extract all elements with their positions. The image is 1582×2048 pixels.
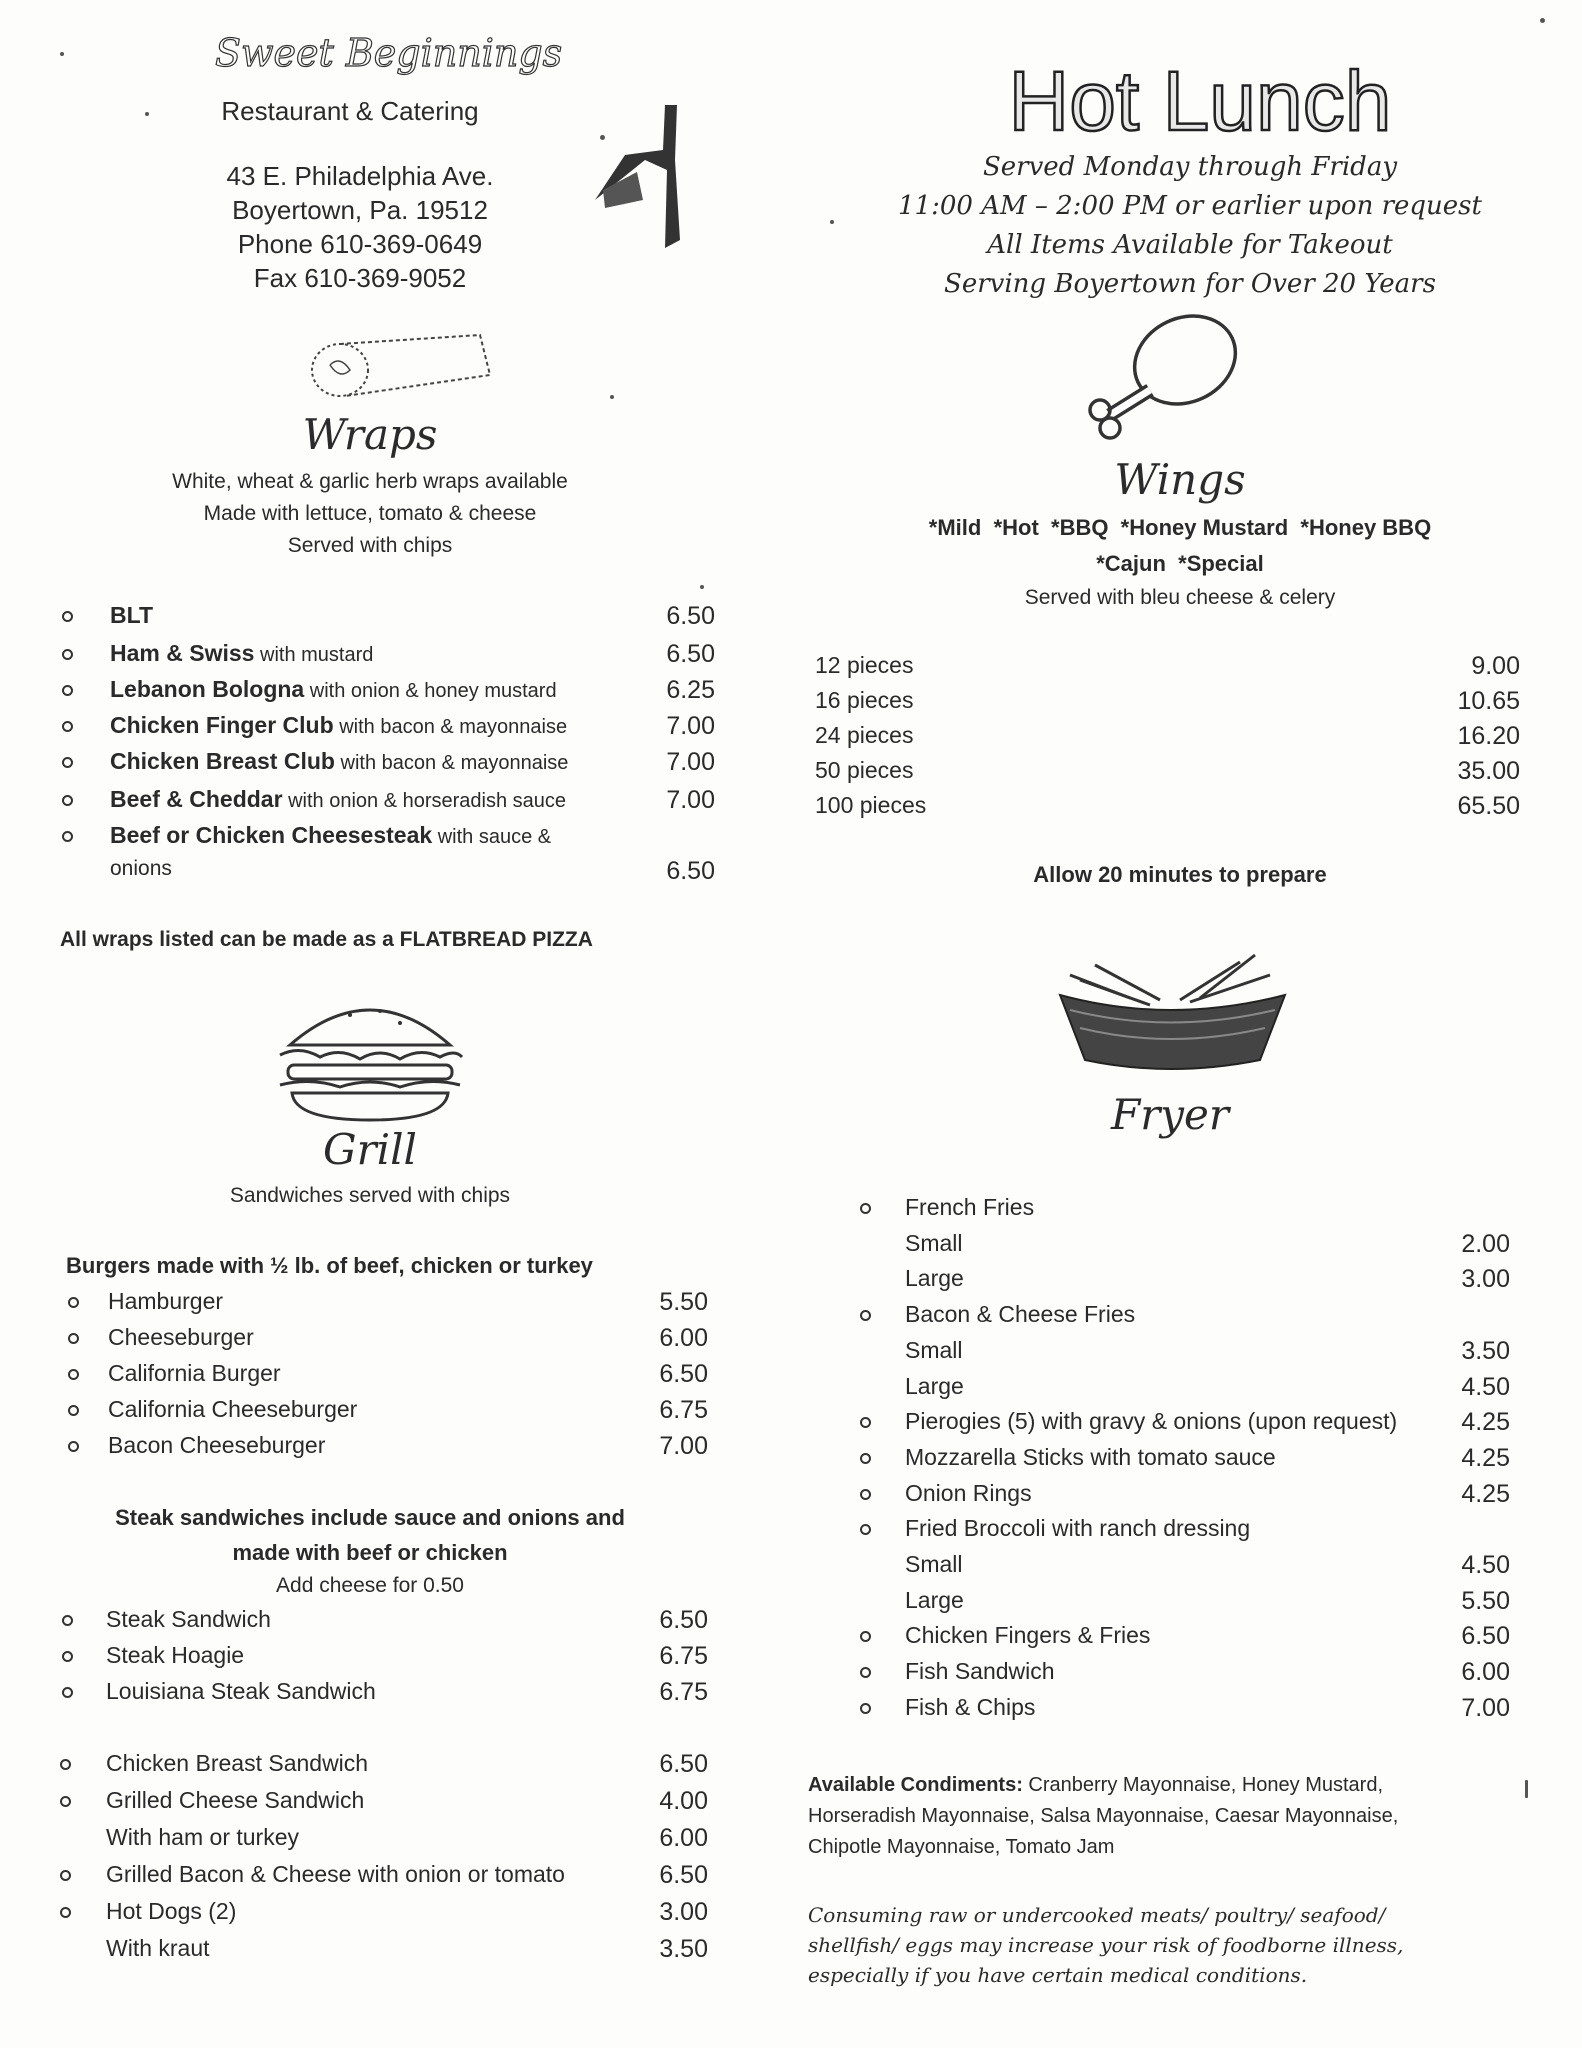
scan-speck bbox=[600, 135, 605, 140]
wrap-item bbox=[110, 712, 567, 739]
map-marker-icon bbox=[585, 100, 685, 255]
condiments-label: Available Condiments: bbox=[808, 1774, 1023, 1796]
fryer-item: Mozzarella Sticks with tomato sauce bbox=[905, 1443, 1276, 1470]
wrap-item bbox=[110, 640, 373, 667]
wing-size-item: 16 pieces bbox=[815, 687, 914, 713]
wrap-item-title: Ham & Swiss bbox=[110, 640, 255, 666]
fryer-item-price: 4.25 bbox=[1461, 1408, 1510, 1437]
burger-item: Bacon Cheeseburger bbox=[108, 1432, 326, 1458]
fryer-item-price: 3.50 bbox=[1461, 1336, 1510, 1365]
scan-speck bbox=[1525, 1780, 1528, 1798]
wing-size-item: 100 pieces bbox=[815, 792, 927, 818]
burger-item-price: 6.50 bbox=[659, 1360, 708, 1388]
fryer-item: Large bbox=[905, 1586, 964, 1613]
wings-heading: Wings bbox=[1114, 455, 1246, 504]
bullet-icon bbox=[62, 611, 73, 622]
wraps-desc-3: Served with chips bbox=[287, 534, 453, 557]
wrap-item-title: Chicken Breast Club bbox=[110, 748, 335, 774]
wing-size-item: 24 pieces bbox=[815, 722, 914, 748]
steak-note: Add cheese for 0.50 bbox=[276, 1574, 464, 1597]
wrap-item bbox=[110, 786, 566, 813]
bullet-icon bbox=[860, 1453, 871, 1464]
wing-flavors-2: *Cajun *Special bbox=[1096, 551, 1264, 576]
hours-line-1: Served Monday through Friday bbox=[982, 152, 1398, 182]
grill-other-item-price: 6.50 bbox=[659, 1750, 708, 1778]
grill-other-item-price: 4.00 bbox=[659, 1787, 708, 1815]
brand-logo bbox=[205, 22, 585, 82]
wing-size-item-price: 9.00 bbox=[1471, 652, 1520, 680]
wraps-desc-2: Made with lettuce, tomato & cheese bbox=[203, 502, 537, 525]
condiments-line-3: Chipotle Mayonnaise, Tomato Jam bbox=[808, 1836, 1115, 1858]
grill-other-item-price: 6.00 bbox=[659, 1824, 708, 1852]
bullet-icon bbox=[62, 721, 73, 732]
bullet-icon bbox=[60, 1907, 71, 1918]
scan-speck bbox=[60, 52, 64, 56]
scan-speck bbox=[700, 585, 704, 589]
fryer-item: Fish & Chips bbox=[905, 1693, 1036, 1720]
hours-line-2: 11:00 AM – 2:00 PM or earlier upon request bbox=[898, 191, 1482, 221]
chicken-leg-icon bbox=[1070, 310, 1250, 455]
scan-speck bbox=[1540, 18, 1545, 23]
grill-other-item: Grilled Cheese Sandwich bbox=[106, 1787, 365, 1813]
hours-line-3: All Items Available for Takeout bbox=[987, 230, 1393, 260]
wrap-item bbox=[110, 822, 551, 849]
grill-other-item: Hot Dogs (2) bbox=[106, 1898, 237, 1924]
wrap-item bbox=[110, 602, 153, 629]
fax: Fax 610-369-9052 bbox=[253, 263, 467, 293]
wrap-item bbox=[110, 676, 557, 703]
steak-item: Steak Sandwich bbox=[106, 1606, 271, 1632]
fryer-item: Pierogies (5) with gravy & onions (upon request) bbox=[905, 1408, 1398, 1435]
wrap-item-price: 6.25 bbox=[666, 676, 715, 704]
grill-other-item-price: 3.50 bbox=[659, 1935, 708, 1963]
food-safety-warning bbox=[808, 1900, 1528, 1990]
bullet-icon bbox=[68, 1369, 79, 1380]
fryer-item-price: 4.50 bbox=[1461, 1372, 1510, 1401]
warning-line-3: especially if you have certain medical conditions. bbox=[808, 1963, 1308, 1987]
wrap-item-price: 6.50 bbox=[666, 640, 715, 668]
wing-size-item-price: 16.20 bbox=[1457, 722, 1520, 750]
wrap-item-cont: onions bbox=[110, 857, 172, 880]
wrap-item-cont-price: 6.50 bbox=[666, 857, 715, 885]
burger-item-price: 7.00 bbox=[659, 1432, 708, 1460]
grill-other-item-price: 6.50 bbox=[659, 1861, 708, 1889]
wrap-item-title: Chicken Finger Club bbox=[110, 712, 334, 738]
bullet-icon bbox=[860, 1489, 871, 1500]
steak-heading-2: made with beef or chicken bbox=[232, 1540, 508, 1565]
bullet-icon bbox=[60, 1870, 71, 1881]
bullet-icon bbox=[860, 1524, 871, 1535]
fryer-item-price: 5.50 bbox=[1461, 1586, 1510, 1615]
fryer-item-price: 2.00 bbox=[1461, 1229, 1510, 1258]
burger-icon bbox=[270, 985, 470, 1140]
wrap-item-detail: with onion & honey mustard bbox=[304, 680, 557, 702]
fryer-item: Fish Sandwich bbox=[905, 1658, 1055, 1685]
wrap-item-detail: with bacon & mayonnaise bbox=[334, 752, 569, 774]
burgers-heading: Burgers made with ½ lb. of beef, chicken or turkey bbox=[66, 1253, 593, 1278]
grill-other-item: With ham or turkey bbox=[106, 1824, 299, 1850]
grill-other-item: With kraut bbox=[106, 1935, 210, 1961]
wrap-icon bbox=[300, 325, 500, 410]
bullet-icon bbox=[68, 1405, 79, 1416]
bullet-icon bbox=[860, 1631, 871, 1642]
fryer-item: Small bbox=[905, 1551, 963, 1577]
wrap-item-detail: with sauce & bbox=[432, 826, 552, 848]
bullet-icon bbox=[68, 1441, 79, 1452]
fryer-heading: Fryer bbox=[1111, 1090, 1229, 1139]
wing-size-item-price: 65.50 bbox=[1457, 792, 1520, 820]
burger-item: Cheeseburger bbox=[108, 1324, 254, 1350]
fryer-item: Onion Rings bbox=[905, 1479, 1032, 1506]
wraps-heading: Wraps bbox=[302, 410, 438, 459]
steak-heading-1: Steak sandwiches include sauce and onions and bbox=[115, 1505, 625, 1530]
fryer-item: Large bbox=[905, 1265, 964, 1292]
fryer-item: Small bbox=[905, 1336, 963, 1363]
wrap-item-price: 6.50 bbox=[666, 602, 715, 630]
wrap-item-title: Beef & Cheddar bbox=[110, 786, 283, 812]
wrap-item-price: 7.00 bbox=[666, 786, 715, 814]
bullet-icon bbox=[68, 1297, 79, 1308]
fryer-item: Fried Broccoli with ranch dressing bbox=[905, 1515, 1251, 1542]
bullet-icon bbox=[62, 1651, 73, 1662]
condiments-line-1: Cranberry Mayonnaise, Honey Mustard, bbox=[1022, 1774, 1384, 1796]
scan-speck bbox=[610, 395, 614, 399]
bullet-icon bbox=[62, 1615, 73, 1626]
fries-basket-icon bbox=[1040, 950, 1300, 1085]
wrap-item-title: BLT bbox=[110, 602, 154, 628]
condiments-line-2: Horseradish Mayonnaise, Salsa Mayonnaise, Caesar Mayonnaise, bbox=[808, 1805, 1399, 1827]
fryer-item-price: 7.00 bbox=[1461, 1693, 1510, 1722]
scan-speck bbox=[145, 112, 149, 116]
steak-item-price: 6.75 bbox=[659, 1678, 708, 1706]
fryer-item: Bacon & Cheese Fries bbox=[905, 1301, 1136, 1328]
wrap-item-title: Lebanon Bologna bbox=[110, 676, 305, 702]
fryer-item-price: 6.00 bbox=[1461, 1658, 1510, 1687]
restaurant-subtitle: Restaurant & Catering bbox=[221, 96, 479, 126]
fryer-item-price: 3.00 bbox=[1461, 1265, 1510, 1294]
wing-size-item-price: 10.65 bbox=[1457, 687, 1520, 715]
bullet-icon bbox=[62, 757, 73, 768]
bullet-icon bbox=[60, 1796, 71, 1807]
fryer-item: French Fries bbox=[905, 1194, 1035, 1220]
wrap-item bbox=[110, 748, 568, 775]
grill-other-item: Grilled Bacon & Cheese with onion or tomato bbox=[106, 1861, 565, 1887]
wing-size-item: 50 pieces bbox=[815, 757, 914, 783]
burger-item: California Burger bbox=[108, 1360, 281, 1386]
bullet-icon bbox=[62, 795, 73, 806]
bullet-icon bbox=[60, 1759, 71, 1770]
wing-size-item-price: 35.00 bbox=[1457, 757, 1520, 785]
burger-item-price: 5.50 bbox=[659, 1288, 708, 1316]
bullet-icon bbox=[860, 1203, 871, 1214]
hours-line-4: Serving Boyertown for Over 20 Years bbox=[944, 269, 1436, 299]
fryer-item-price: 4.25 bbox=[1461, 1443, 1510, 1472]
wrap-item-detail: with onion & horseradish sauce bbox=[282, 790, 567, 812]
wrap-item-price: 7.00 bbox=[666, 748, 715, 776]
brand-logo-text: Sweet Beginnings bbox=[215, 31, 563, 75]
burger-item-price: 6.75 bbox=[659, 1396, 708, 1424]
warning-line-1: Consuming raw or undercooked meats/ poultry/ seafood/ bbox=[808, 1903, 1386, 1927]
bullet-icon bbox=[62, 1687, 73, 1698]
bullet-icon bbox=[860, 1417, 871, 1428]
wraps-desc-1: White, wheat & garlic herb wraps available bbox=[172, 470, 568, 493]
burger-item: California Cheeseburger bbox=[108, 1396, 358, 1422]
bullet-icon bbox=[860, 1310, 871, 1321]
bullet-icon bbox=[62, 831, 73, 842]
grill-other-item: Chicken Breast Sandwich bbox=[106, 1750, 369, 1776]
fryer-item: Small bbox=[905, 1229, 963, 1256]
fryer-item-price: 4.50 bbox=[1461, 1551, 1510, 1579]
wing-size-item: 12 pieces bbox=[815, 652, 914, 678]
steak-item: Louisiana Steak Sandwich bbox=[106, 1678, 376, 1704]
wrap-item-price: 7.00 bbox=[666, 712, 715, 740]
wing-flavors-1: *Mild *Hot *BBQ *Honey Mustard *Honey BBQ bbox=[928, 515, 1432, 540]
steak-item-price: 6.75 bbox=[659, 1642, 708, 1670]
steak-item: Steak Hoagie bbox=[106, 1642, 245, 1668]
bullet-icon bbox=[62, 685, 73, 696]
phone: Phone 610-369-0649 bbox=[237, 229, 483, 259]
address-line-1: 43 E. Philadelphia Ave. bbox=[226, 161, 494, 191]
wrap-item-detail: with mustard bbox=[254, 644, 374, 666]
bullet-icon bbox=[68, 1333, 79, 1344]
hot-lunch-title-text: Hot Lunch bbox=[1008, 54, 1392, 148]
wrap-item-title: Beef or Chicken Cheesesteak bbox=[110, 822, 433, 848]
fryer-item: Chicken Fingers & Fries bbox=[905, 1622, 1151, 1649]
warning-line-2: shellfish/ eggs may increase your risk of foodborne illness, bbox=[808, 1933, 1404, 1957]
fryer-item: Large bbox=[905, 1372, 964, 1399]
bullet-icon bbox=[62, 649, 73, 660]
flatbread-note: All wraps listed can be made as a FLATBREAD PIZZA bbox=[60, 928, 593, 951]
wings-prep-note: Allow 20 minutes to prepare bbox=[1033, 862, 1327, 887]
bullet-icon bbox=[860, 1703, 871, 1714]
fryer-item-price: 4.25 bbox=[1461, 1479, 1510, 1508]
burger-item: Hamburger bbox=[108, 1288, 224, 1314]
steak-item-price: 6.50 bbox=[659, 1606, 708, 1634]
address-line-2: Boyertown, Pa. 19512 bbox=[232, 195, 488, 225]
wrap-item-detail: with bacon & mayonnaise bbox=[333, 716, 568, 738]
burger-item-price: 6.00 bbox=[659, 1324, 708, 1352]
bullet-icon bbox=[860, 1667, 871, 1678]
wings-served: Served with bleu cheese & celery bbox=[1024, 586, 1336, 609]
condiments-note bbox=[808, 1770, 1528, 1863]
grill-other-item-price: 3.00 bbox=[659, 1898, 708, 1926]
grill-desc: Sandwiches served with chips bbox=[229, 1184, 511, 1207]
fryer-item-price: 6.50 bbox=[1461, 1622, 1510, 1651]
hot-lunch-title bbox=[990, 48, 1410, 148]
grill-heading: Grill bbox=[323, 1125, 417, 1174]
scan-speck bbox=[830, 220, 834, 224]
